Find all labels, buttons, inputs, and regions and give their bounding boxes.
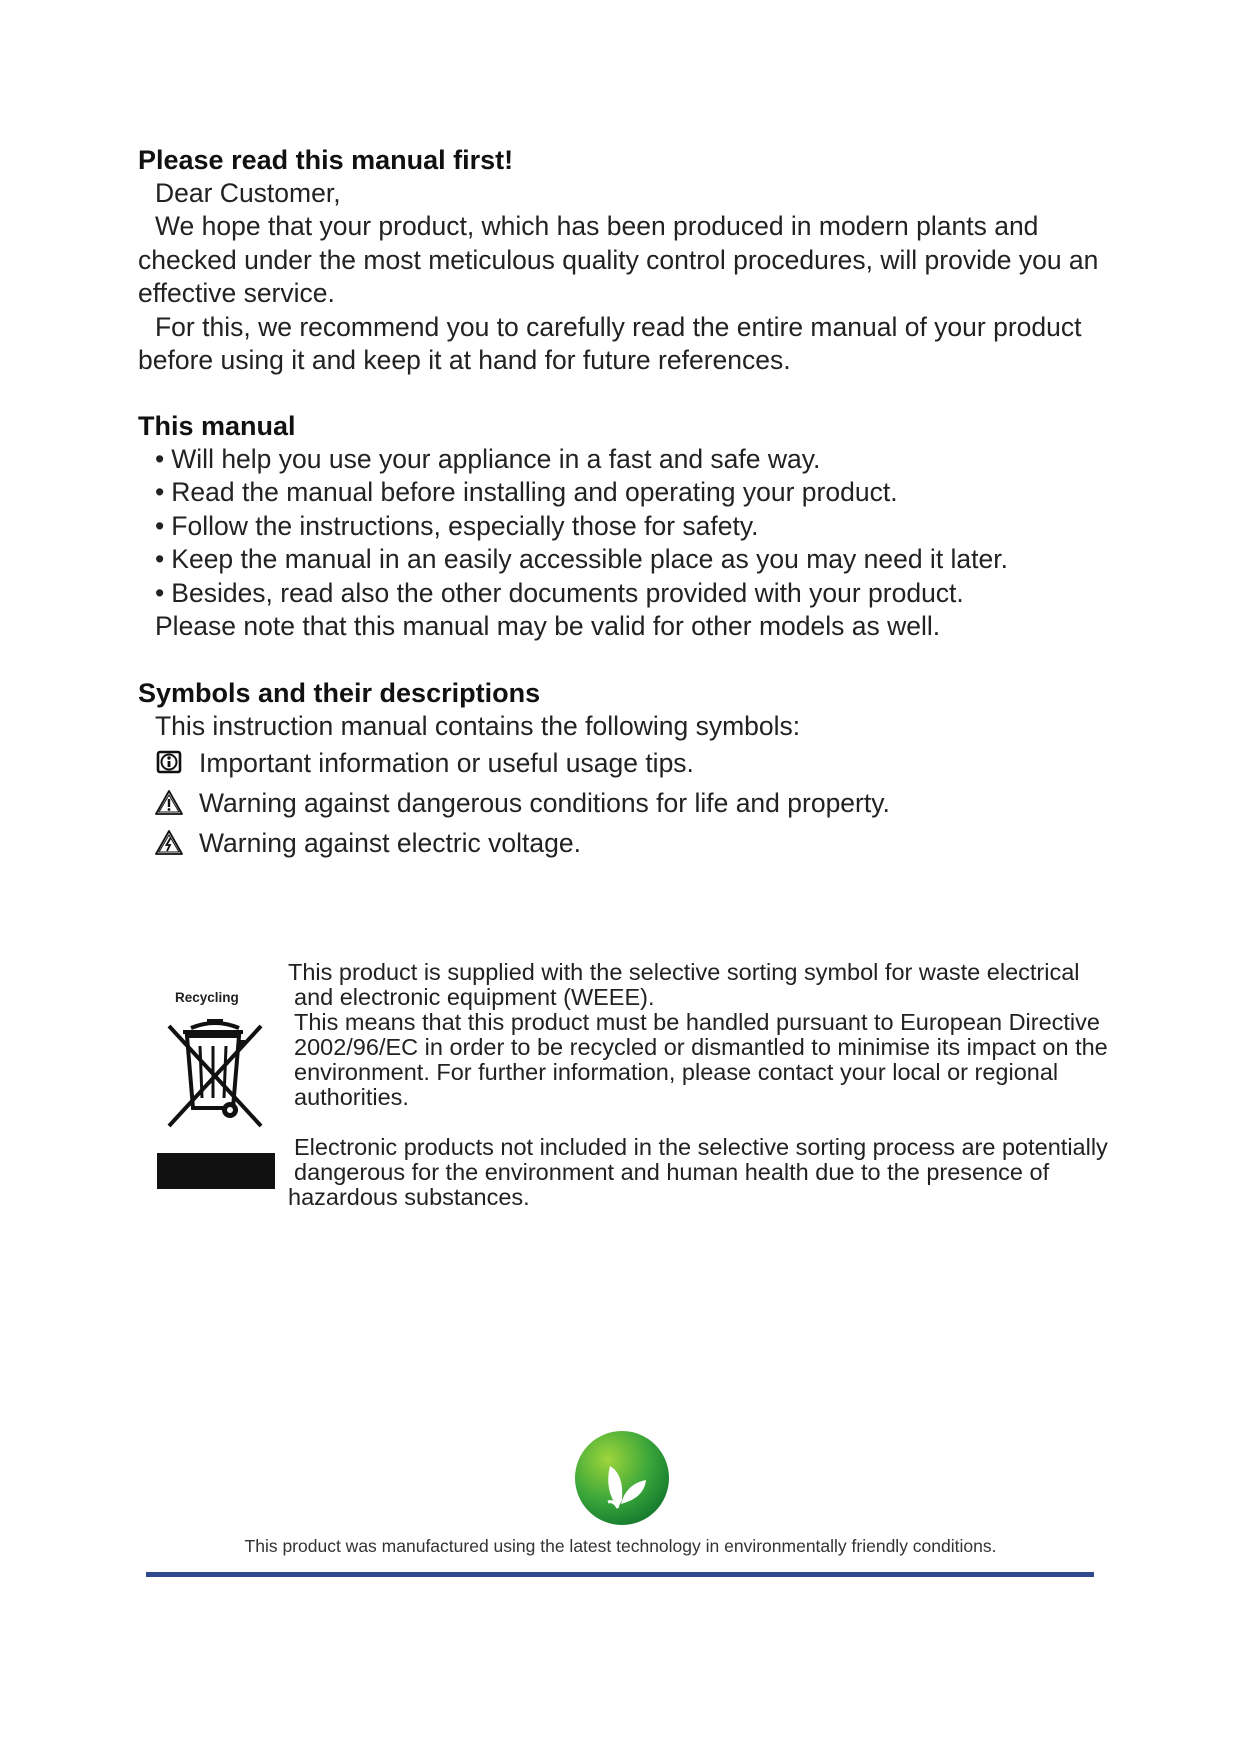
warning-icon [155, 789, 183, 817]
manual-section [138, 409, 1128, 643]
list-item: • Besides, read also the other documents provided with your product. [138, 577, 1128, 610]
manual-title: This manual [138, 411, 296, 441]
symbol-row-electric [138, 823, 1128, 863]
symbol-description: Important information or useful usage tips. [199, 747, 694, 778]
weee-logo [155, 990, 275, 1208]
symbols-section [138, 676, 1128, 863]
symbol-row-warning [138, 783, 1128, 823]
symbol-row-info [138, 743, 1128, 783]
list-item: • Read the manual before installing and operating your product. [138, 476, 1128, 509]
info-icon [155, 749, 183, 777]
weee-text [288, 960, 1148, 1210]
symbols-intro: This instruction manual contains the following symbols: [155, 711, 801, 741]
list-item: • Keep the manual in an easily accessible place as you may need it later. [138, 543, 1128, 576]
manual-list [138, 443, 1128, 610]
intro-title: Please read this manual first! [138, 145, 514, 175]
weee-paragraph-3-line-2: dangerous for the environment and human health due to the presence of [294, 1159, 1050, 1185]
symbol-description: Warning against electric voltage. [199, 827, 581, 858]
intro-paragraph-1: We hope that your product, which has been produced in modern plants and checked under the most meticulous quality control procedures, will provide you an effective service. [138, 211, 1099, 309]
weee-paragraph-2: This means that this product must be handled pursuant to European Directive 2002/96/EC in order to be recycled or dismantled to minimise its impact on the environment. For further information, please contact your local or regional authorities. [294, 1009, 1108, 1110]
list-item: • Follow the instructions, especially those for safety. [138, 510, 1128, 543]
weee-paragraph-3-line-1: Electronic products not included in the selective sorting process are potentially [294, 1134, 1108, 1160]
symbols-title: Symbols and their descriptions [138, 678, 541, 708]
weee-paragraph-1-line-1: This product is supplied with the selective sorting symbol for waste electrical [288, 959, 1080, 985]
footer-divider [146, 1572, 1094, 1577]
greeting: Dear Customer, [155, 178, 341, 208]
footer-note: This product was manufactured using the latest technology in environmentally friendly conditions. [244, 1536, 997, 1556]
eco-leaf-icon [574, 1430, 670, 1526]
weee-paragraph-3-line-3: hazardous substances. [288, 1184, 530, 1210]
intro-paragraph-2: For this, we recommend you to carefully read the entire manual of your product before using it and keep it at hand for future references. [138, 311, 1082, 376]
list-item: • Will help you use your appliance in a fast and safe way. [138, 443, 1128, 476]
manual-note: Please note that this manual may be valid for other models as well. [155, 611, 941, 642]
weee-paragraph-1-line-2: and electronic equipment (WEEE). [294, 984, 655, 1010]
crossed-bin-icon [155, 990, 275, 1208]
electric-warning-icon [155, 829, 183, 857]
intro-section [138, 143, 1128, 377]
symbol-description: Warning against dangerous conditions for life and property. [199, 787, 890, 818]
recycling-label: Recycling [175, 990, 239, 1005]
